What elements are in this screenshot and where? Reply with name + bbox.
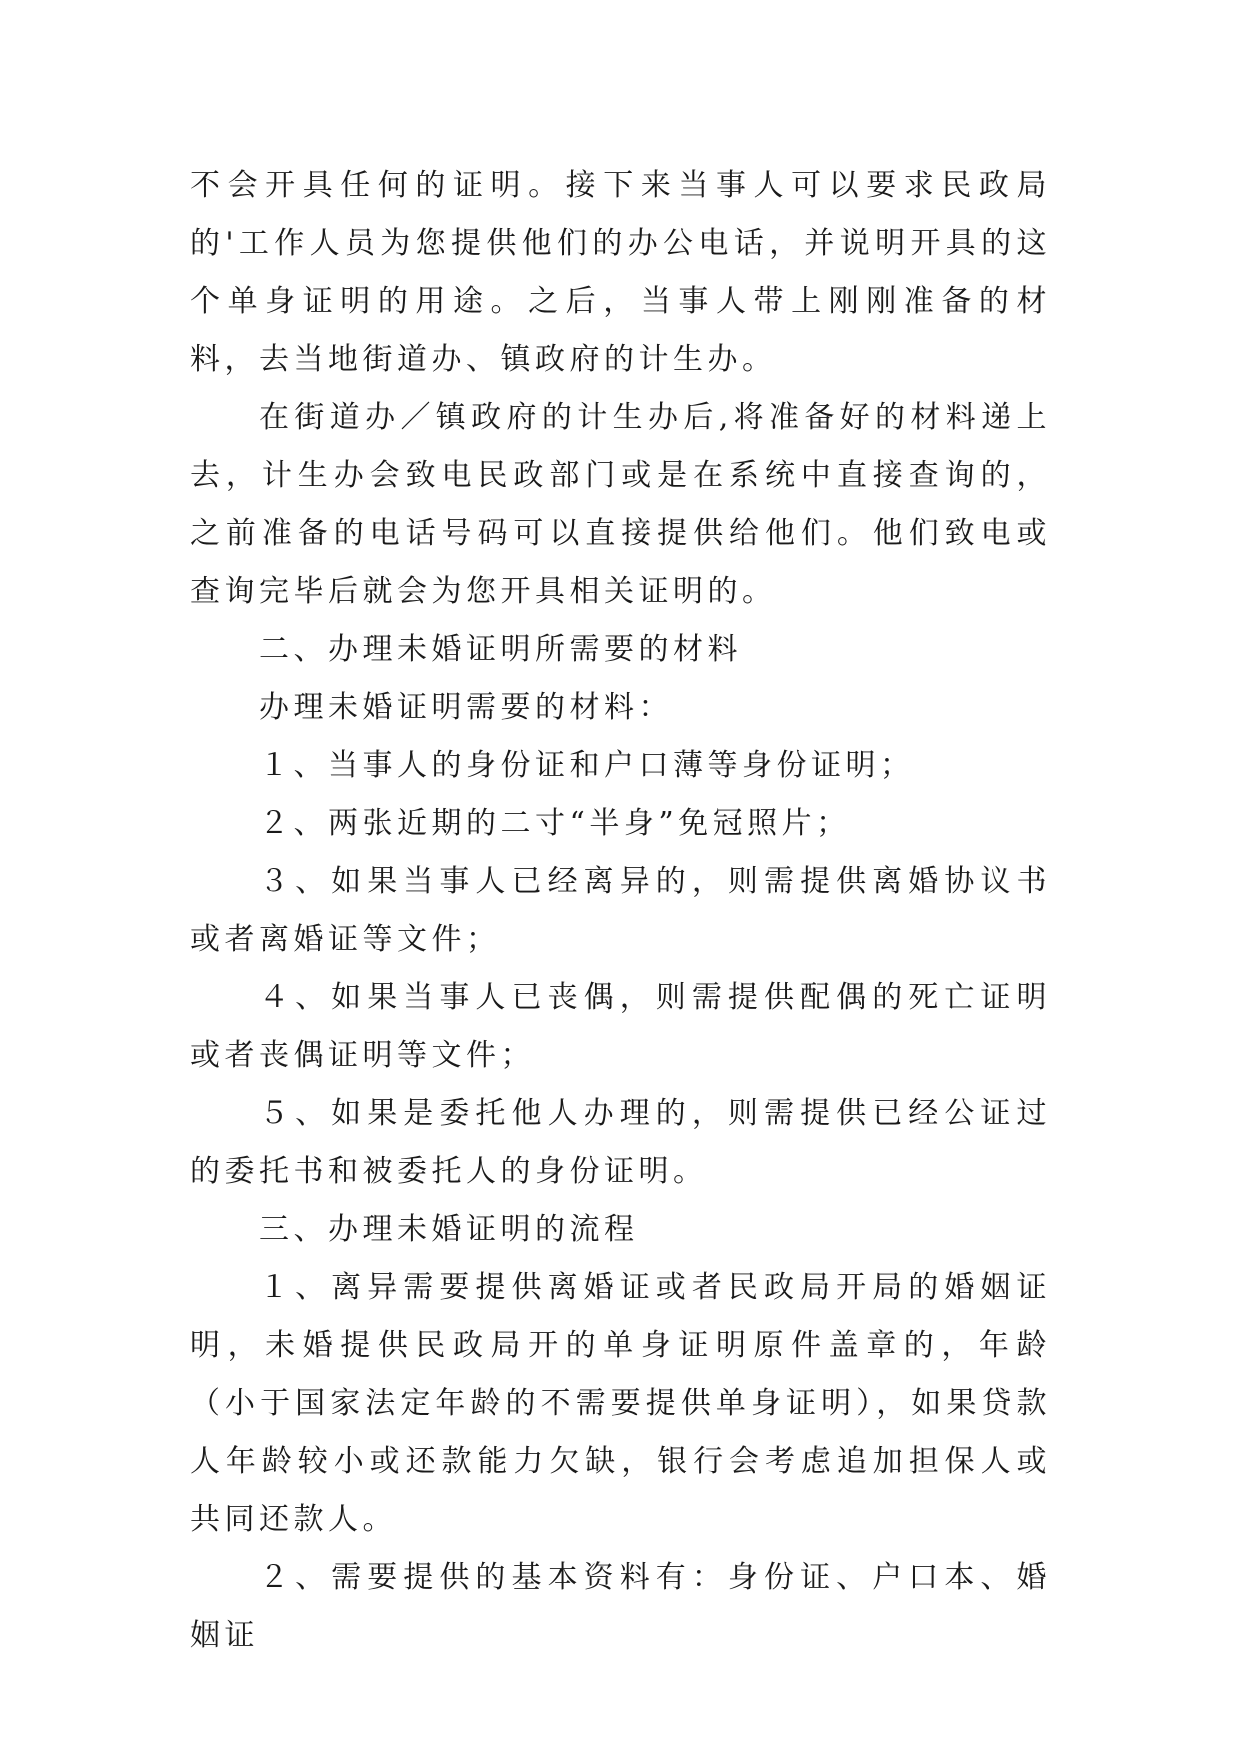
materials-item-1: １、当事人的身份证和户口薄等身份证明； xyxy=(259,748,915,783)
document-body xyxy=(190,157,1051,1665)
paragraph-1: 不会开具任何的证明。接下来当事人可以要求民政局的'工作人员为您提供他们的办公电话，并说明开具的这个单身证明的用途。之后，当事人带上刚刚准备的材料，去当地街道办、镇政府的计生办。 xyxy=(190,168,1051,377)
materials-item-2: ２、两张近期的二寸“半身”免冠照片； xyxy=(259,806,851,841)
materials-intro: 办理未婚证明需要的材料： xyxy=(259,690,673,725)
section-heading-materials: 二、办理未婚证明所需要的材料 xyxy=(259,632,742,667)
materials-item-4: ４、如果当事人已丧偶，则需提供配偶的死亡证明或者丧偶证明等文件； xyxy=(190,980,1051,1073)
materials-item-5: ５、如果是委托他人办理的，则需提供已经公证过的委托书和被委托人的身份证明。 xyxy=(190,1096,1051,1189)
paragraph-2: 在街道办／镇政府的计生办后,将准备好的材料递上去，计生办会致电民政部门或是在系统中直接查询的，之前准备的电话号码可以直接提供给他们。他们致电或查询完毕后就会为您开具相关证明的。 xyxy=(190,400,1051,609)
section-heading-process: 三、办理未婚证明的流程 xyxy=(259,1212,639,1247)
process-item-1: １、离异需要提供离婚证或者民政局开局的婚姻证明，未婚提供民政局开的单身证明原件盖章的，年龄（小于国家法定年龄的不需要提供单身证明），如果贷款人年龄较小或还款能力欠缺，银行会考虑追加担保人或共同还款人。 xyxy=(190,1270,1051,1537)
process-item-2: ２、需要提供的基本资料有：身份证、户口本、婚姻证 xyxy=(190,1560,1051,1653)
materials-item-3: ３、如果当事人已经离异的，则需提供离婚协议书或者离婚证等文件； xyxy=(190,864,1051,957)
